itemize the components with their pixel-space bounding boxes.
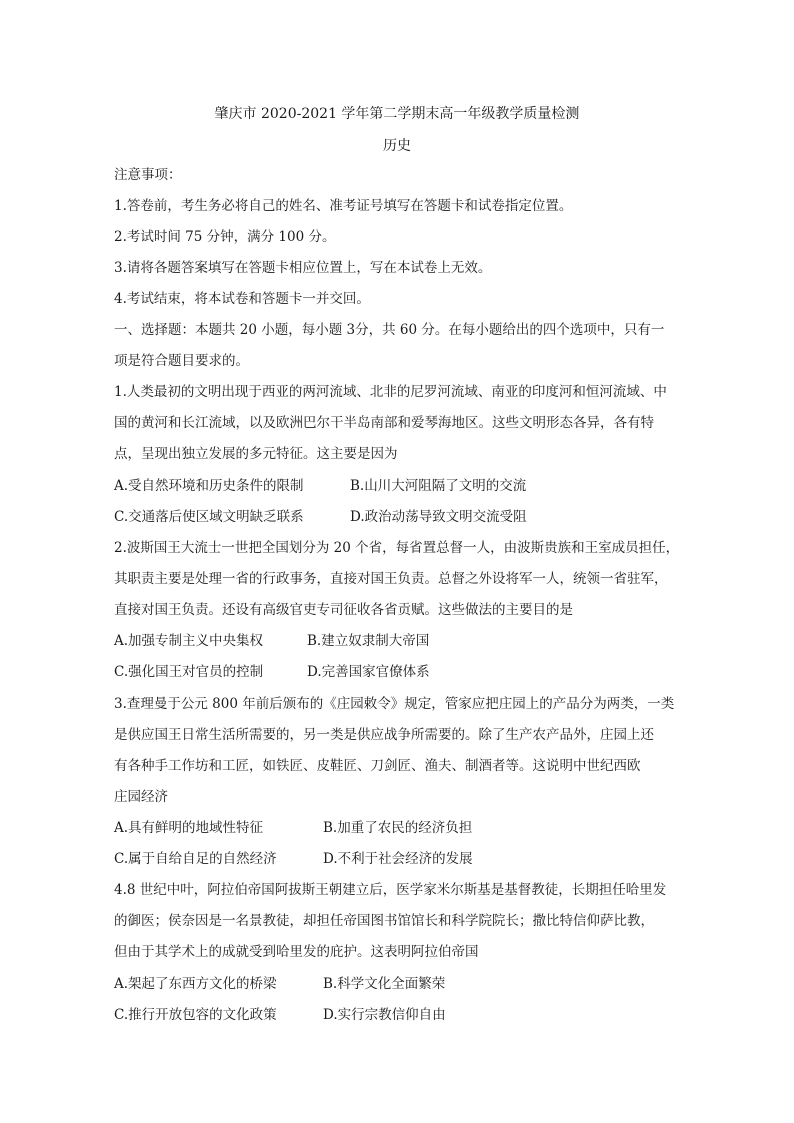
note-item-3: 3.请将各题答案填写在答题卡相应位置上，写在本试卷上无效。	[114, 260, 492, 276]
exam-title: 肇庆市 2020-2021 学年第二学期末高一年级教学质量检测	[214, 106, 580, 122]
q1-option-d: D.政治动荡导致文明交流受阻	[350, 509, 527, 525]
note-item-4: 4.考试结束，将本试卷和答题卡一并交回。	[114, 291, 370, 307]
q1-stem-line-3: 点，呈现出独立发展的多元特征。这主要是因为	[114, 446, 398, 462]
q1-option-c: C.交通落后使区域文明缺乏联系	[114, 509, 304, 525]
q3-option-c: C.属于自给自足的自然经济	[114, 851, 277, 867]
q4-stem-line-3: 但由于其学术上的成就受到哈里发的庇护。这表明阿拉伯帝国	[114, 944, 479, 960]
q1-option-a: A.受自然环境和历史条件的限制	[114, 478, 304, 494]
section-instruction-line-1: 一、选择题：本题共 20 小题，每小题 3分，共 60 分。在每小题给出的四个选项中，只有一	[114, 322, 665, 338]
q2-option-c: C.强化国王对官员的控制	[114, 664, 264, 680]
q4-stem-line-1: 4.8 世纪中叶，阿拉伯帝国阿拔斯王朝建立后，医学家米尔斯基是基督教徒，长期担任哈里发	[114, 882, 667, 898]
q2-stem-line-1: 2.波斯国王大流士一世把全国划分为 20 个省，每省置总督一人，由波斯贵族和王室成员担任，	[114, 540, 680, 556]
q2-option-b: B.建立奴隶制大帝国	[307, 633, 430, 649]
q2-option-a: A.加强专制主义中央集权	[114, 633, 264, 649]
note-item-1: 1.答卷前，考生务必将自己的姓名、准考证号填写在答题卡和试卷指定位置。	[114, 198, 573, 214]
q3-stem-line-4: 庄园经济	[114, 789, 168, 805]
q4-option-a: A.架起了东西方文化的桥梁	[114, 976, 277, 992]
q3-option-b: B.加重了农民的经济负担	[323, 820, 473, 836]
q1-stem-line-1: 1.人类最初的文明出现于西亚的两河流域、北非的尼罗河流域、南亚的印度河和恒河流域、中	[114, 384, 667, 400]
q3-option-a: A.具有鲜明的地域性特征	[114, 820, 264, 836]
q4-stem-line-2: 的御医；侯奈因是一名景教徒，却担任帝国图书馆馆长和科学院院长；撒比特信仰萨比教，	[114, 913, 654, 929]
q2-option-d: D.完善国家官僚体系	[307, 664, 430, 680]
q3-option-d: D.不利于社会经济的发展	[323, 851, 473, 867]
notes-heading: 注意事项：	[114, 167, 182, 183]
q2-stem-line-3: 直接对国王负责。还设有高级官吏专司征收各省贡赋。这些做法的主要目的是	[114, 602, 573, 618]
q3-stem-line-2: 是供应国王日常生活所需要的，另一类是供应战争所需要的。除了生产农产品外，庄园上还	[114, 727, 654, 743]
q4-option-c: C.推行开放包容的文化政策	[114, 1007, 277, 1023]
q3-stem-line-1: 3.查理曼于公元 800 年前后颁布的《庄园敕令》规定，管家应把庄园上的产品分为两类，一类	[114, 696, 675, 712]
q2-stem-line-2: 其职责主要是处理一省的行政事务，直接对国王负责。总督之外设将军一人，统领一省驻军，	[114, 571, 668, 587]
q3-stem-line-3: 有各种手工作坊和工匠，如铁匠、皮鞋匠、刀剑匠、渔夫、制酒者等。这说明中世纪西欧	[114, 758, 641, 774]
section-instruction-line-2: 项是符合题目要求的。	[114, 353, 249, 369]
q4-option-d: D.实行宗教信仰自由	[323, 1007, 446, 1023]
subject-title: 历史	[383, 138, 411, 154]
q1-option-b: B.山川大河阻隔了文明的交流	[350, 478, 527, 494]
q1-stem-line-2: 国的黄河和长江流域，以及欧洲巴尔干半岛南部和爱琴海地区。这些文明形态各异，各有特	[114, 415, 654, 431]
note-item-2: 2.考试时间 75 分钟，满分 100 分。	[114, 229, 336, 245]
q4-option-b: B.科学文化全面繁荣	[323, 976, 446, 992]
